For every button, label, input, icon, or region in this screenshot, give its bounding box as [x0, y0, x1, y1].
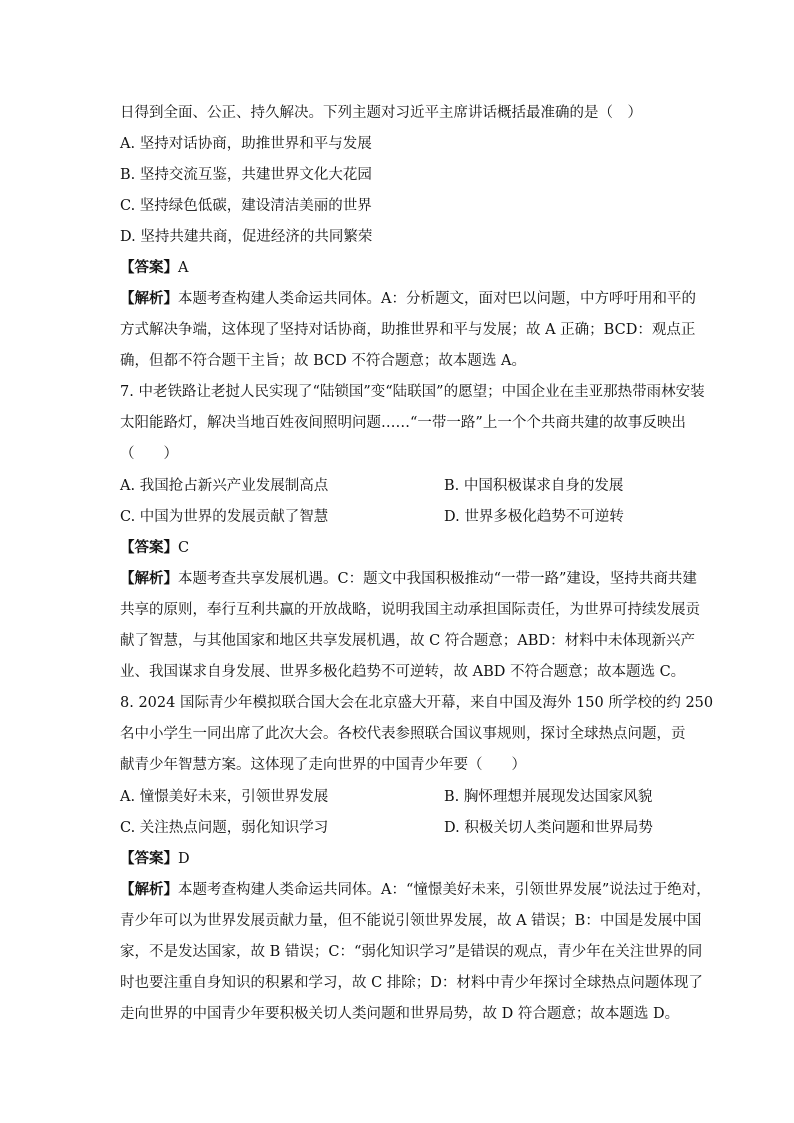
answer-value: C: [178, 540, 190, 556]
q6-stem-tail: 日得到全面、公正、持久解决。下列主题对习近平主席讲话概括最准确的是（ ）: [120, 105, 642, 121]
q7-option-d: D. 世界多极化趋势不可逆转: [444, 509, 624, 525]
answer-label: 【答案】: [120, 259, 178, 276]
q8-analysis-line-5: 走向世界的中国青少年要积极关切人类问题和世界局势，故 D 符合题意；故本题选 D。: [120, 1006, 680, 1022]
q7-option-b: B. 中国积极谋求自身的发展: [444, 478, 624, 494]
answer-value: A: [178, 260, 189, 276]
q7-analysis-line-4: 业、我国谋求自身发展、世界多极化趋势不可逆转，故 ABD 不符合题意；故本题选 C。: [120, 664, 686, 680]
q8-stem-line-2: 名中小学生一同出席了此次大会。各校代表参照联合国议事规则，探讨全球热点问题，贡: [120, 726, 686, 742]
answer-label: 【答案】: [120, 539, 178, 556]
analysis-text: 本题考查构建人类命运共同体。A：分析题文，面对巴以问题，中方呼吁用和平的: [178, 291, 696, 307]
q8-stem-line-1: 8. 2024 国际青少年模拟联合国大会在北京盛大开幕，来自中国及海外 150 所学校的约 250: [120, 695, 714, 711]
q8-option-a: A. 憧憬美好未来，引领世界发展: [120, 789, 329, 805]
q8-option-c: C. 关注热点问题，弱化知识学习: [120, 820, 329, 836]
q8-option-d: D. 积极关切人类问题和世界局势: [444, 820, 653, 836]
q7-option-a: A. 我国抢占新兴产业发展制高点: [120, 478, 329, 494]
q8-stem-line-3: 献青少年智慧方案。这体现了走向世界的中国青少年要（ ）: [120, 757, 526, 773]
answer-value: D: [178, 851, 190, 867]
analysis-label: 【解析】: [120, 290, 178, 307]
q6-analysis-line-1: [120, 289, 696, 309]
q8-analysis-line-4: 时也要注重自身知识的积累和学习，故 C 排除；D：材料中青少年探讨全球热点问题体现了: [120, 975, 703, 991]
q6-option-d: D. 坚持共建共商，促进经济的共同繁荣: [120, 229, 373, 245]
q6-option-c: C. 坚持绿色低碳，建设清洁美丽的世界: [120, 198, 372, 214]
q7-analysis-line-1: [120, 569, 697, 589]
q7-analysis-line-2: 共享的原则，奉行互利共赢的开放战略，说明我国主动承担国际责任，为世界可持续发展贡: [120, 602, 700, 618]
q7-stem-line-3: （ ）: [120, 446, 178, 462]
q8-analysis-line-1: [120, 880, 711, 900]
q7-stem-line-2: 太阳能路灯，解决当地百姓夜间照明问题……“一带一路”上一个个共商共建的故事反映出: [120, 415, 686, 431]
q6-option-a: A. 坚持对话协商，助推世界和平与发展: [120, 136, 372, 152]
analysis-label: 【解析】: [120, 881, 178, 898]
q6-option-b: B. 坚持交流互鉴，共建世界文化大花园: [120, 167, 372, 183]
analysis-text: 本题考查构建人类命运共同体。A：“憧憬美好未来，引领世界发展”说法过于绝对，: [178, 882, 711, 898]
q6-answer: [120, 258, 188, 278]
q8-answer: [120, 849, 190, 869]
q6-analysis-line-3: 确，但都不符合题干主旨；故 BCD 不符合题意；故本题选 A。: [120, 353, 526, 369]
q7-analysis-line-3: 献了智慧，与其他国家和地区共享发展机遇，故 C 符合题意；ABD：材料中未体现新兴产: [120, 633, 696, 649]
q8-analysis-line-3: 家，不是发达国家，故 B 错误；C：“弱化知识学习”是错误的观点，青少年在关注世界的同: [120, 944, 703, 960]
q7-stem-line-1: 7. 中老铁路让老挝人民实现了“陆锁国”变“陆联国”的愿望；中国企业在圭亚那热带雨林安装: [120, 384, 705, 400]
q6-analysis-line-2: 方式解决争端，这体现了坚持对话协商，助推世界和平与发展；故 A 正确；BCD：观点正: [120, 322, 696, 338]
q7-option-c: C. 中国为世界的发展贡献了智慧: [120, 509, 329, 525]
q8-analysis-line-2: 青少年可以为世界发展贡献力量，但不能说引领世界发展，故 A 错误；B：中国是发展中国: [120, 913, 702, 929]
analysis-label: 【解析】: [120, 570, 178, 587]
q8-option-b: B. 胸怀理想并展现发达国家风貌: [444, 789, 653, 805]
q7-answer: [120, 538, 189, 558]
answer-label: 【答案】: [120, 850, 178, 867]
analysis-text: 本题考查共享发展机遇。C：题文中我国积极推动“一带一路”建设，坚持共商共建: [178, 571, 697, 587]
